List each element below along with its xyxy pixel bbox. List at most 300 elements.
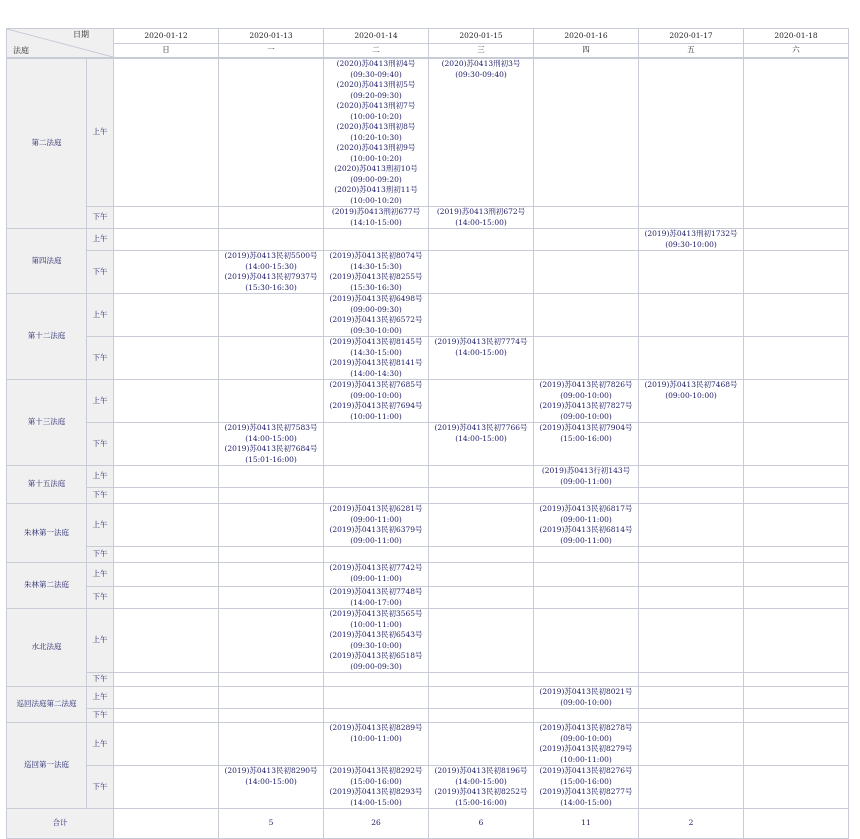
half-day-label: 上午	[87, 294, 114, 337]
schedule-cell	[324, 587, 429, 609]
schedule-cell	[219, 380, 324, 423]
case-number[interactable]: (2019)苏0413民初6281号	[329, 504, 423, 513]
court-schedule-table	[6, 58, 849, 839]
case-number[interactable]: (2019)苏0413民初7748号	[329, 587, 423, 596]
half-day-label: 下午	[87, 251, 114, 294]
court-row	[7, 294, 849, 337]
schedule-cell	[114, 609, 219, 673]
schedule-cell	[324, 207, 429, 229]
hearing-time: (09:00-11:00)	[350, 573, 402, 583]
hearing-time: (15:30-16:30)	[350, 282, 402, 292]
court-row	[7, 423, 849, 466]
hearing-time: (14:00-15:00)	[455, 217, 507, 227]
case-number[interactable]: (2019)苏0413民初7904号	[539, 423, 633, 432]
case-number[interactable]: (2019)苏0413民初6379号	[329, 525, 423, 534]
schedule-cell	[744, 488, 849, 504]
schedule-cell	[219, 609, 324, 673]
schedule-cell	[744, 766, 849, 809]
hearing-time: (10:00-10:20)	[350, 153, 402, 163]
hearing-time: (10:00-11:00)	[350, 733, 402, 743]
total-count: 6	[429, 809, 534, 839]
weekday-row	[7, 43, 849, 58]
date-header: 2020-01-18	[744, 29, 849, 44]
half-day-label: 上午	[87, 466, 114, 488]
court-row	[7, 563, 849, 587]
court-row	[7, 723, 849, 766]
schedule-cell	[744, 229, 849, 251]
schedule-cell	[114, 337, 219, 380]
schedule-cell	[429, 294, 534, 337]
hearing-time: (09:00-11:00)	[350, 514, 402, 524]
date-header: 2020-01-17	[639, 29, 744, 44]
half-day-label: 下午	[87, 587, 114, 609]
schedule-cell	[534, 466, 639, 488]
hearing-time: (14:00-17:00)	[350, 597, 402, 607]
schedule-cell	[114, 547, 219, 563]
schedule-cell	[744, 337, 849, 380]
schedule-cell	[324, 723, 429, 766]
court-name: 朱林第一法庭	[7, 504, 87, 563]
weekday-header: 一	[219, 43, 324, 58]
schedule-cell	[324, 563, 429, 587]
case-number[interactable]: (2019)苏0413刑初672号	[436, 207, 526, 216]
schedule-cell	[429, 251, 534, 294]
case-number[interactable]: (2020)苏0413刑初3号	[441, 59, 521, 68]
half-day-label: 下午	[87, 673, 114, 687]
half-day-label: 下午	[87, 337, 114, 380]
header-table	[6, 28, 849, 58]
hearing-time: (09:30-09:40)	[350, 69, 402, 79]
total-count: 2	[639, 809, 744, 839]
schedule-cell	[744, 59, 849, 207]
hearing-time: (14:30-15:00)	[350, 347, 402, 357]
case-number[interactable]: (2019)苏0413民初6572号	[329, 315, 423, 324]
half-day-label: 上午	[87, 687, 114, 709]
schedule-cell	[534, 673, 639, 687]
schedule-cell	[534, 687, 639, 709]
court-row	[7, 207, 849, 229]
court-row	[7, 709, 849, 723]
schedule-cell	[429, 488, 534, 504]
schedule-cell	[744, 380, 849, 423]
schedule-cell	[324, 709, 429, 723]
schedule-cell	[219, 294, 324, 337]
weekday-header: 日	[114, 43, 219, 58]
hearing-time: (09:30-10:00)	[350, 325, 402, 335]
total-count: 26	[324, 809, 429, 839]
hearing-time: (15:00-16:00)	[560, 433, 612, 443]
schedule-cell	[219, 709, 324, 723]
case-number[interactable]: (2019)苏0413民初8289号	[329, 723, 423, 732]
hearing-time: (14:00-14:30)	[350, 368, 402, 378]
hearing-time: (09:00-10:00)	[665, 390, 717, 400]
half-day-label: 上午	[87, 563, 114, 587]
court-name: 第十二法庭	[7, 294, 87, 380]
schedule-cell	[639, 687, 744, 709]
court-row	[7, 488, 849, 504]
hearing-time: (10:20-10:30)	[350, 132, 402, 142]
schedule-cell	[114, 587, 219, 609]
date-header: 2020-01-12	[114, 29, 219, 44]
schedule-cell	[429, 709, 534, 723]
hearing-time: (09:00-11:00)	[560, 476, 612, 486]
schedule-cell	[219, 251, 324, 294]
case-number[interactable]: (2020)苏0413刑初11号	[334, 185, 418, 194]
case-number[interactable]: (2019)苏0413刑初677号	[331, 207, 421, 216]
schedule-cell	[114, 380, 219, 423]
case-number[interactable]: (2019)苏0413民初8145号	[329, 337, 423, 346]
schedule-cell	[744, 609, 849, 673]
case-number[interactable]: (2019)苏0413民初8292号	[329, 766, 423, 775]
schedule-cell	[114, 466, 219, 488]
schedule-cell	[219, 563, 324, 587]
case-number[interactable]: (2019)苏0413民初6498号	[329, 294, 423, 303]
half-day-label: 下午	[87, 207, 114, 229]
schedule-cell	[639, 563, 744, 587]
half-day-label: 下午	[87, 709, 114, 723]
court-name: 巡回法庭第二法庭	[7, 687, 87, 723]
hearing-time: (09:00-11:00)	[350, 535, 402, 545]
case-number[interactable]: (2019)苏0413民初7583号	[224, 423, 318, 432]
hearing-time: (09:00-09:20)	[350, 174, 402, 184]
hearing-time: (09:30-09:40)	[455, 69, 507, 79]
schedule-cell	[219, 207, 324, 229]
schedule-cell	[744, 251, 849, 294]
schedule-cell	[114, 504, 219, 547]
schedule-cell	[744, 423, 849, 466]
schedule-cell	[639, 504, 744, 547]
half-day-label: 上午	[87, 229, 114, 251]
schedule-cell	[219, 587, 324, 609]
case-number[interactable]: (2019)苏0413民初6543号	[329, 630, 423, 639]
date-header: 2020-01-16	[534, 29, 639, 44]
schedule-cell	[219, 423, 324, 466]
case-number[interactable]: (2019)苏0413民初8276号	[539, 766, 633, 775]
corner-court-label: 法庭	[13, 45, 29, 55]
schedule-cell	[429, 466, 534, 488]
case-number[interactable]: (2019)苏0413民初8278号	[539, 723, 633, 732]
schedule-cell	[114, 59, 219, 207]
court-row	[7, 673, 849, 687]
schedule-cell	[429, 504, 534, 547]
hearing-time: (14:00-15:00)	[245, 776, 297, 786]
schedule-cell	[219, 723, 324, 766]
hearing-time: (09:00-11:00)	[560, 535, 612, 545]
corner-cell	[7, 29, 114, 58]
schedule-cell	[324, 337, 429, 380]
schedule-cell	[219, 547, 324, 563]
court-name: 第二法庭	[7, 59, 87, 229]
schedule-cell	[114, 673, 219, 687]
schedule-cell	[114, 563, 219, 587]
case-number[interactable]: (2019)苏0413民初3565号	[329, 609, 423, 618]
total-count: 11	[534, 809, 639, 839]
schedule-cell	[324, 229, 429, 251]
schedule-cell	[534, 609, 639, 673]
schedule-cell	[744, 504, 849, 547]
case-number[interactable]: (2020)苏0413刑初5号	[336, 80, 416, 89]
case-number[interactable]: (2019)苏0413民初8279号	[539, 744, 633, 753]
schedule-cell	[324, 380, 429, 423]
case-number[interactable]: (2019)苏0413民初7684号	[224, 444, 318, 453]
court-name: 朱林第二法庭	[7, 563, 87, 609]
court-row	[7, 587, 849, 609]
schedule-cell	[639, 207, 744, 229]
case-number[interactable]: (2019)苏0413民初8074号	[329, 251, 423, 260]
schedule-cell	[324, 687, 429, 709]
hearing-time: (10:00-11:00)	[350, 619, 402, 629]
hearing-time: (15:00-16:00)	[455, 797, 507, 807]
schedule-cell	[744, 294, 849, 337]
hearing-time: (10:00-10:20)	[350, 195, 402, 205]
schedule-cell	[744, 207, 849, 229]
schedule-cell	[114, 766, 219, 809]
schedule-cell	[324, 504, 429, 547]
schedule-cell	[534, 337, 639, 380]
court-row	[7, 380, 849, 423]
date-row	[7, 29, 849, 44]
schedule-cell	[429, 673, 534, 687]
date-header: 2020-01-14	[324, 29, 429, 44]
case-number[interactable]: (2019)苏0413民初7827号	[539, 401, 633, 410]
schedule-cell	[114, 229, 219, 251]
schedule-cell	[114, 723, 219, 766]
half-day-label: 下午	[87, 423, 114, 466]
court-row	[7, 766, 849, 809]
schedule-cell	[534, 380, 639, 423]
schedule-cell	[429, 723, 534, 766]
weekday-header: 四	[534, 43, 639, 58]
schedule-cell	[639, 294, 744, 337]
hearing-time: (09:00-10:00)	[350, 390, 402, 400]
half-day-label: 上午	[87, 504, 114, 547]
schedule-cell	[639, 423, 744, 466]
case-number[interactable]: (2019)苏0413民初7685号	[329, 380, 423, 389]
schedule-cell	[429, 59, 534, 207]
weekday-header: 二	[324, 43, 429, 58]
weekday-header: 五	[639, 43, 744, 58]
schedule-cell	[534, 59, 639, 207]
schedule-cell	[114, 251, 219, 294]
court-name: 巡回第一法庭	[7, 723, 87, 809]
schedule-cell	[429, 587, 534, 609]
court-row	[7, 547, 849, 563]
schedule-cell	[219, 59, 324, 207]
schedule-cell	[639, 723, 744, 766]
schedule-cell	[534, 251, 639, 294]
schedule-cell	[534, 587, 639, 609]
schedule-cell	[534, 488, 639, 504]
half-day-label: 下午	[87, 488, 114, 504]
schedule-cell	[639, 587, 744, 609]
schedule-cell	[744, 687, 849, 709]
schedule-cell	[324, 59, 429, 207]
schedule-cell	[429, 766, 534, 809]
schedule-cell	[429, 609, 534, 673]
hearing-time: (09:20-09:30)	[350, 90, 402, 100]
schedule-cell	[639, 337, 744, 380]
case-number[interactable]: (2019)苏0413民初6817号	[539, 504, 633, 513]
schedule-cell	[219, 466, 324, 488]
schedule-cell	[534, 547, 639, 563]
case-number[interactable]: (2019)苏0413行初143号	[541, 466, 631, 475]
schedule-cell	[534, 229, 639, 251]
schedule-cell	[639, 466, 744, 488]
case-number[interactable]: (2019)苏0413民初8277号	[539, 787, 633, 796]
schedule-cell	[429, 547, 534, 563]
schedule-cell	[639, 766, 744, 809]
case-number[interactable]: (2019)苏0413民初5500号	[224, 251, 318, 260]
schedule-cell	[219, 504, 324, 547]
case-number[interactable]: (2019)苏0413民初8290号	[224, 766, 318, 775]
date-header: 2020-01-13	[219, 29, 324, 44]
case-number[interactable]: (2020)苏0413刑初8号	[336, 122, 416, 131]
hearing-time: (09:00-10:00)	[560, 733, 612, 743]
schedule-cell	[639, 488, 744, 504]
hearing-time: (15:01-16:00)	[245, 454, 297, 464]
hearing-time: (10:00-11:00)	[350, 411, 402, 421]
court-row	[7, 59, 849, 207]
court-row	[7, 251, 849, 294]
schedule-cell	[744, 709, 849, 723]
weekday-header: 三	[429, 43, 534, 58]
half-day-label: 上午	[87, 59, 114, 207]
schedule-cell	[639, 251, 744, 294]
date-header: 2020-01-15	[429, 29, 534, 44]
hearing-time: (09:00-11:00)	[560, 514, 612, 524]
half-day-label: 上午	[87, 723, 114, 766]
schedule-cell	[429, 687, 534, 709]
court-row	[7, 504, 849, 547]
schedule-cell	[639, 229, 744, 251]
court-row	[7, 337, 849, 380]
half-day-label: 下午	[87, 547, 114, 563]
hearing-time: (09:30-10:00)	[665, 239, 717, 249]
schedule-cell	[534, 723, 639, 766]
case-number[interactable]: (2019)苏0413民初7774号	[434, 337, 528, 346]
hearing-time: (14:00-15:30)	[245, 261, 297, 271]
schedule-cell	[324, 609, 429, 673]
schedule-cell	[639, 547, 744, 563]
weekday-header: 六	[744, 43, 849, 58]
hearing-time: (14:00-15:00)	[455, 433, 507, 443]
half-day-label: 下午	[87, 766, 114, 809]
schedule-cell	[744, 563, 849, 587]
case-number[interactable]: (2019)苏0413民初8293号	[329, 787, 423, 796]
schedule-cell	[429, 423, 534, 466]
schedule-cell	[639, 609, 744, 673]
case-number[interactable]: (2019)苏0413民初7694号	[329, 401, 423, 410]
case-number[interactable]: (2019)苏0413民初8255号	[329, 272, 423, 281]
schedule-cell	[114, 423, 219, 466]
schedule-cell	[639, 673, 744, 687]
schedule-cell	[639, 380, 744, 423]
hearing-time: (14:00-15:00)	[560, 797, 612, 807]
case-number[interactable]: (2019)苏0413民初7826号	[539, 380, 633, 389]
hearing-time: (14:30-15:30)	[350, 261, 402, 271]
schedule-cell	[324, 766, 429, 809]
schedule-cell	[534, 504, 639, 547]
case-number[interactable]: (2019)苏0413民初8021号	[539, 687, 633, 696]
schedule-cell	[639, 59, 744, 207]
case-number[interactable]: (2020)苏0413刑初7号	[336, 101, 416, 110]
schedule-cell	[324, 466, 429, 488]
case-number[interactable]: (2019)苏0413刑初1732号	[644, 229, 738, 238]
schedule-cell	[219, 673, 324, 687]
schedule-cell	[429, 207, 534, 229]
case-number[interactable]: (2019)苏0413民初6814号	[539, 525, 633, 534]
schedule-cell	[114, 207, 219, 229]
hearing-time: (09:00-10:00)	[560, 390, 612, 400]
schedule-cell	[324, 673, 429, 687]
hearing-time: (14:00-15:00)	[455, 347, 507, 357]
case-number[interactable]: (2019)苏0413民初8196号	[434, 766, 528, 775]
court-name: 水北法庭	[7, 609, 87, 687]
schedule-cell	[219, 687, 324, 709]
schedule-cell	[114, 488, 219, 504]
court-row	[7, 687, 849, 709]
schedule-cell	[744, 723, 849, 766]
case-number[interactable]: (2019)苏0413民初7766号	[434, 423, 528, 432]
court-name: 第十五法庭	[7, 466, 87, 504]
total-count	[114, 809, 219, 839]
schedule-cell	[429, 229, 534, 251]
schedule-cell	[429, 563, 534, 587]
court-row	[7, 466, 849, 488]
case-number[interactable]: (2020)苏0413刑初10号	[334, 164, 418, 173]
case-number[interactable]: (2019)苏0413民初6518号	[329, 651, 423, 660]
schedule-cell	[534, 294, 639, 337]
case-number[interactable]: (2019)苏0413民初7937号	[224, 272, 318, 281]
schedule-cell	[324, 251, 429, 294]
case-number[interactable]: (2019)苏0413民初8141号	[329, 358, 423, 367]
case-number[interactable]: (2019)苏0413民初8252号	[434, 787, 528, 796]
schedule-cell	[219, 766, 324, 809]
case-number[interactable]: (2020)苏0413刑初9号	[336, 143, 416, 152]
hearing-time: (14:10-15:00)	[350, 217, 402, 227]
schedule-cell	[744, 673, 849, 687]
schedule-cell	[744, 547, 849, 563]
schedule-cell	[219, 337, 324, 380]
total-count	[744, 809, 849, 839]
hearing-time: (09:00-10:00)	[560, 697, 612, 707]
hearing-time: (14:00-15:00)	[455, 776, 507, 786]
schedule-cell	[534, 563, 639, 587]
hearing-time: (09:00-09:30)	[350, 304, 402, 314]
hearing-time: (09:30-10:00)	[350, 640, 402, 650]
schedule-cell	[114, 294, 219, 337]
court-name: 第四法庭	[7, 229, 87, 294]
half-day-label: 上午	[87, 609, 114, 673]
total-count: 5	[219, 809, 324, 839]
schedule-cell	[744, 587, 849, 609]
case-number[interactable]: (2020)苏0413刑初4号	[336, 59, 416, 68]
hearing-time: (14:00-15:00)	[350, 797, 402, 807]
totals-label: 合计	[7, 809, 114, 839]
hearing-time: (15:00-16:00)	[350, 776, 402, 786]
hearing-time: (10:00-11:00)	[560, 754, 612, 764]
hearing-time: (15:30-16:30)	[245, 282, 297, 292]
schedule-cell	[219, 488, 324, 504]
case-number[interactable]: (2019)苏0413民初7468号	[644, 380, 738, 389]
hearing-time: (09:00-09:30)	[350, 661, 402, 671]
hearing-time: (10:00-10:20)	[350, 111, 402, 121]
schedule-cell	[534, 766, 639, 809]
schedule-cell	[534, 709, 639, 723]
schedule-cell	[639, 709, 744, 723]
schedule-cell	[324, 423, 429, 466]
case-number[interactable]: (2019)苏0413民初7742号	[329, 563, 423, 572]
